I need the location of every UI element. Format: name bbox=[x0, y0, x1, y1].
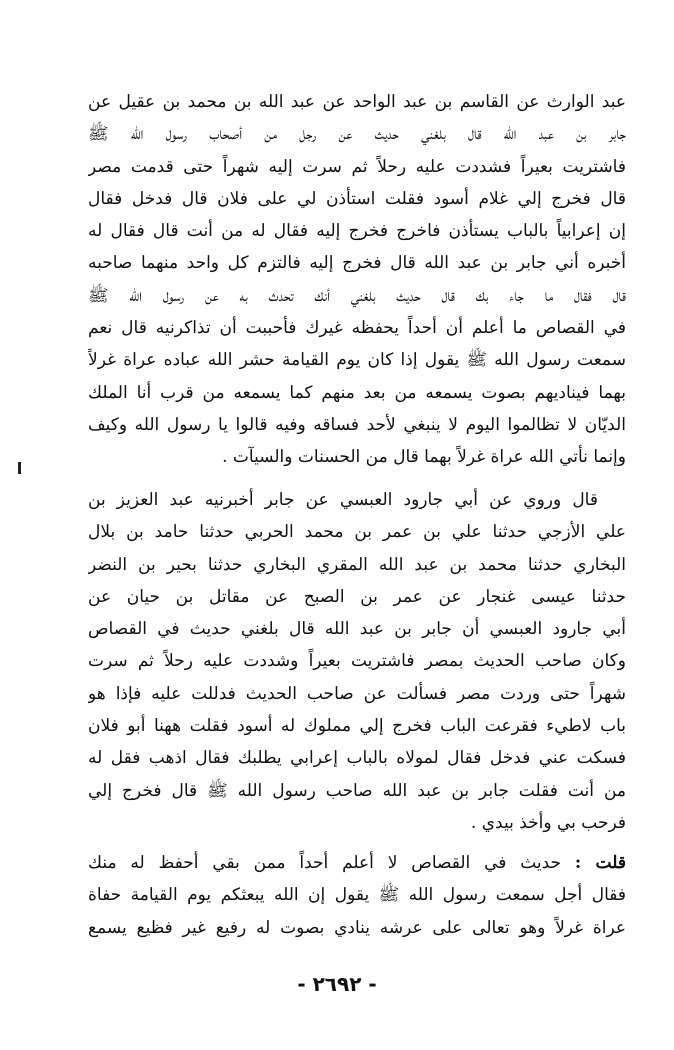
text-line: البخاري حدثنا محمد بن عبد الله المقري البخاري حدثنا بحير بن النضر bbox=[88, 554, 626, 575]
paragraph-2 bbox=[88, 484, 626, 839]
text-line: باب لاطيء فقرعت الباب فخرج إلي مملوك له أسود فقلت ههنا أبو فلان bbox=[88, 716, 626, 737]
text-line: قال فخرج إلي غلام أسود فقلت استأذن لي على فلان قال فدخل فقال bbox=[88, 188, 626, 209]
text-line: الديّان لا تظالموا اليوم لا ينبغي لأحد فساقه وفيه قالوا يا رسول الله وكيف bbox=[88, 414, 626, 435]
paragraph-1 bbox=[88, 86, 626, 474]
text-line: جابر بن عبد الله قال بلغني حديث عن رجل من أصحاب رسول الله ﷺ bbox=[88, 124, 626, 145]
text-line: فاشتريت بعيراً فشددت عليه رحلاً ثم سرت إليه شهراً حتى قدمت مصر bbox=[88, 156, 626, 177]
text-line: بهما فيناديهم بصوت يسمعه من بعد منهم كما يسمعه من قرب أنا الملك bbox=[88, 382, 626, 403]
text-line: وكان صاحب الحديث بمصر فاشتريت بعيراً وشددت عليه رحلاً ثم سرت bbox=[88, 651, 626, 672]
text-line-body: حديث في القصاص لا أعلم أحداً ممن بقي أحفظ له منك bbox=[88, 853, 562, 873]
text-line: فرحب بي وأخذ بيدي . bbox=[470, 812, 626, 833]
text-line: فسكت عني فدخل فقال لمولاه بالباب إعرابي يطلبك فقال اذهب فقل له bbox=[88, 748, 626, 769]
text-line: عراة غرلاً وهو تعالى على عرشه ينادي بصوت له رفيع غير فظيع يسمع bbox=[88, 917, 626, 938]
text-line: من أنت فقلت جابر بن عبد الله صاحب رسول الله ﷺ قال فخرج إلي bbox=[88, 780, 626, 801]
text-line: فقال أجل سمعت رسول الله ﷺ يقول إن الله يبعثكم يوم القيامة حفاة bbox=[88, 885, 626, 906]
text-line: إن إعرابياً بالباب يستأذن فاخرج فخرج إليه فقال له من أنت قال فقال له bbox=[88, 221, 626, 242]
text-line: علي الأزجي حدثنا علي بن عمر بن محمد الحربي حدثنا حامد بن بلال bbox=[88, 522, 626, 543]
text-line: في القصاص ما أعلم أن أحداً يحفظه غيرك فأحببت أن تذاكرنيه قال نعم bbox=[88, 318, 626, 339]
text-line: وإنما نأتي الله عراة غرلاً بهما قال من الحسنات والسيآت . bbox=[222, 447, 626, 468]
text-line: أخبره أني جابر بن عبد الله قال فخرج إليه فالتزم كل واحد منهما صاحبه bbox=[88, 253, 626, 274]
text-line: حدثنا عيسى غنجار عن عمر بن الصبح عن مقاتل بن حيان عن bbox=[88, 586, 626, 607]
lead-word: قلت : bbox=[574, 853, 626, 873]
text-line: قال فقال ما جاء بك قال حديث بلغني أنك تحدث به عن رسول الله ﷺ bbox=[88, 285, 626, 306]
text-line: عبد الوارث عن القاسم بن عبد الواحد عن عبد الله بن محمد بن عقيل عن bbox=[88, 92, 626, 112]
text-line: سمعت رسول الله ﷺ يقول إذا كان يوم القيامة حشر الله عباده عراة غرلاً bbox=[88, 350, 626, 371]
text-line: قال وروي عن أبي جارود العبسي عن جابر أخبرنيه عبد العزيز بن bbox=[88, 490, 598, 510]
text-line bbox=[88, 847, 626, 879]
page-number: - ٢٦٩٢ - bbox=[297, 972, 377, 996]
text-line: شهراً حتى وردت مصر فسألت عن صاحب الحديث فدللت عليه فإذا هو bbox=[88, 683, 626, 704]
text-line: أبي جارود العبسي أن جابر بن عبد الله قال بلغني حديث في القصاص bbox=[88, 619, 626, 640]
margin-mark bbox=[18, 462, 21, 474]
paragraph-3 bbox=[88, 847, 626, 944]
